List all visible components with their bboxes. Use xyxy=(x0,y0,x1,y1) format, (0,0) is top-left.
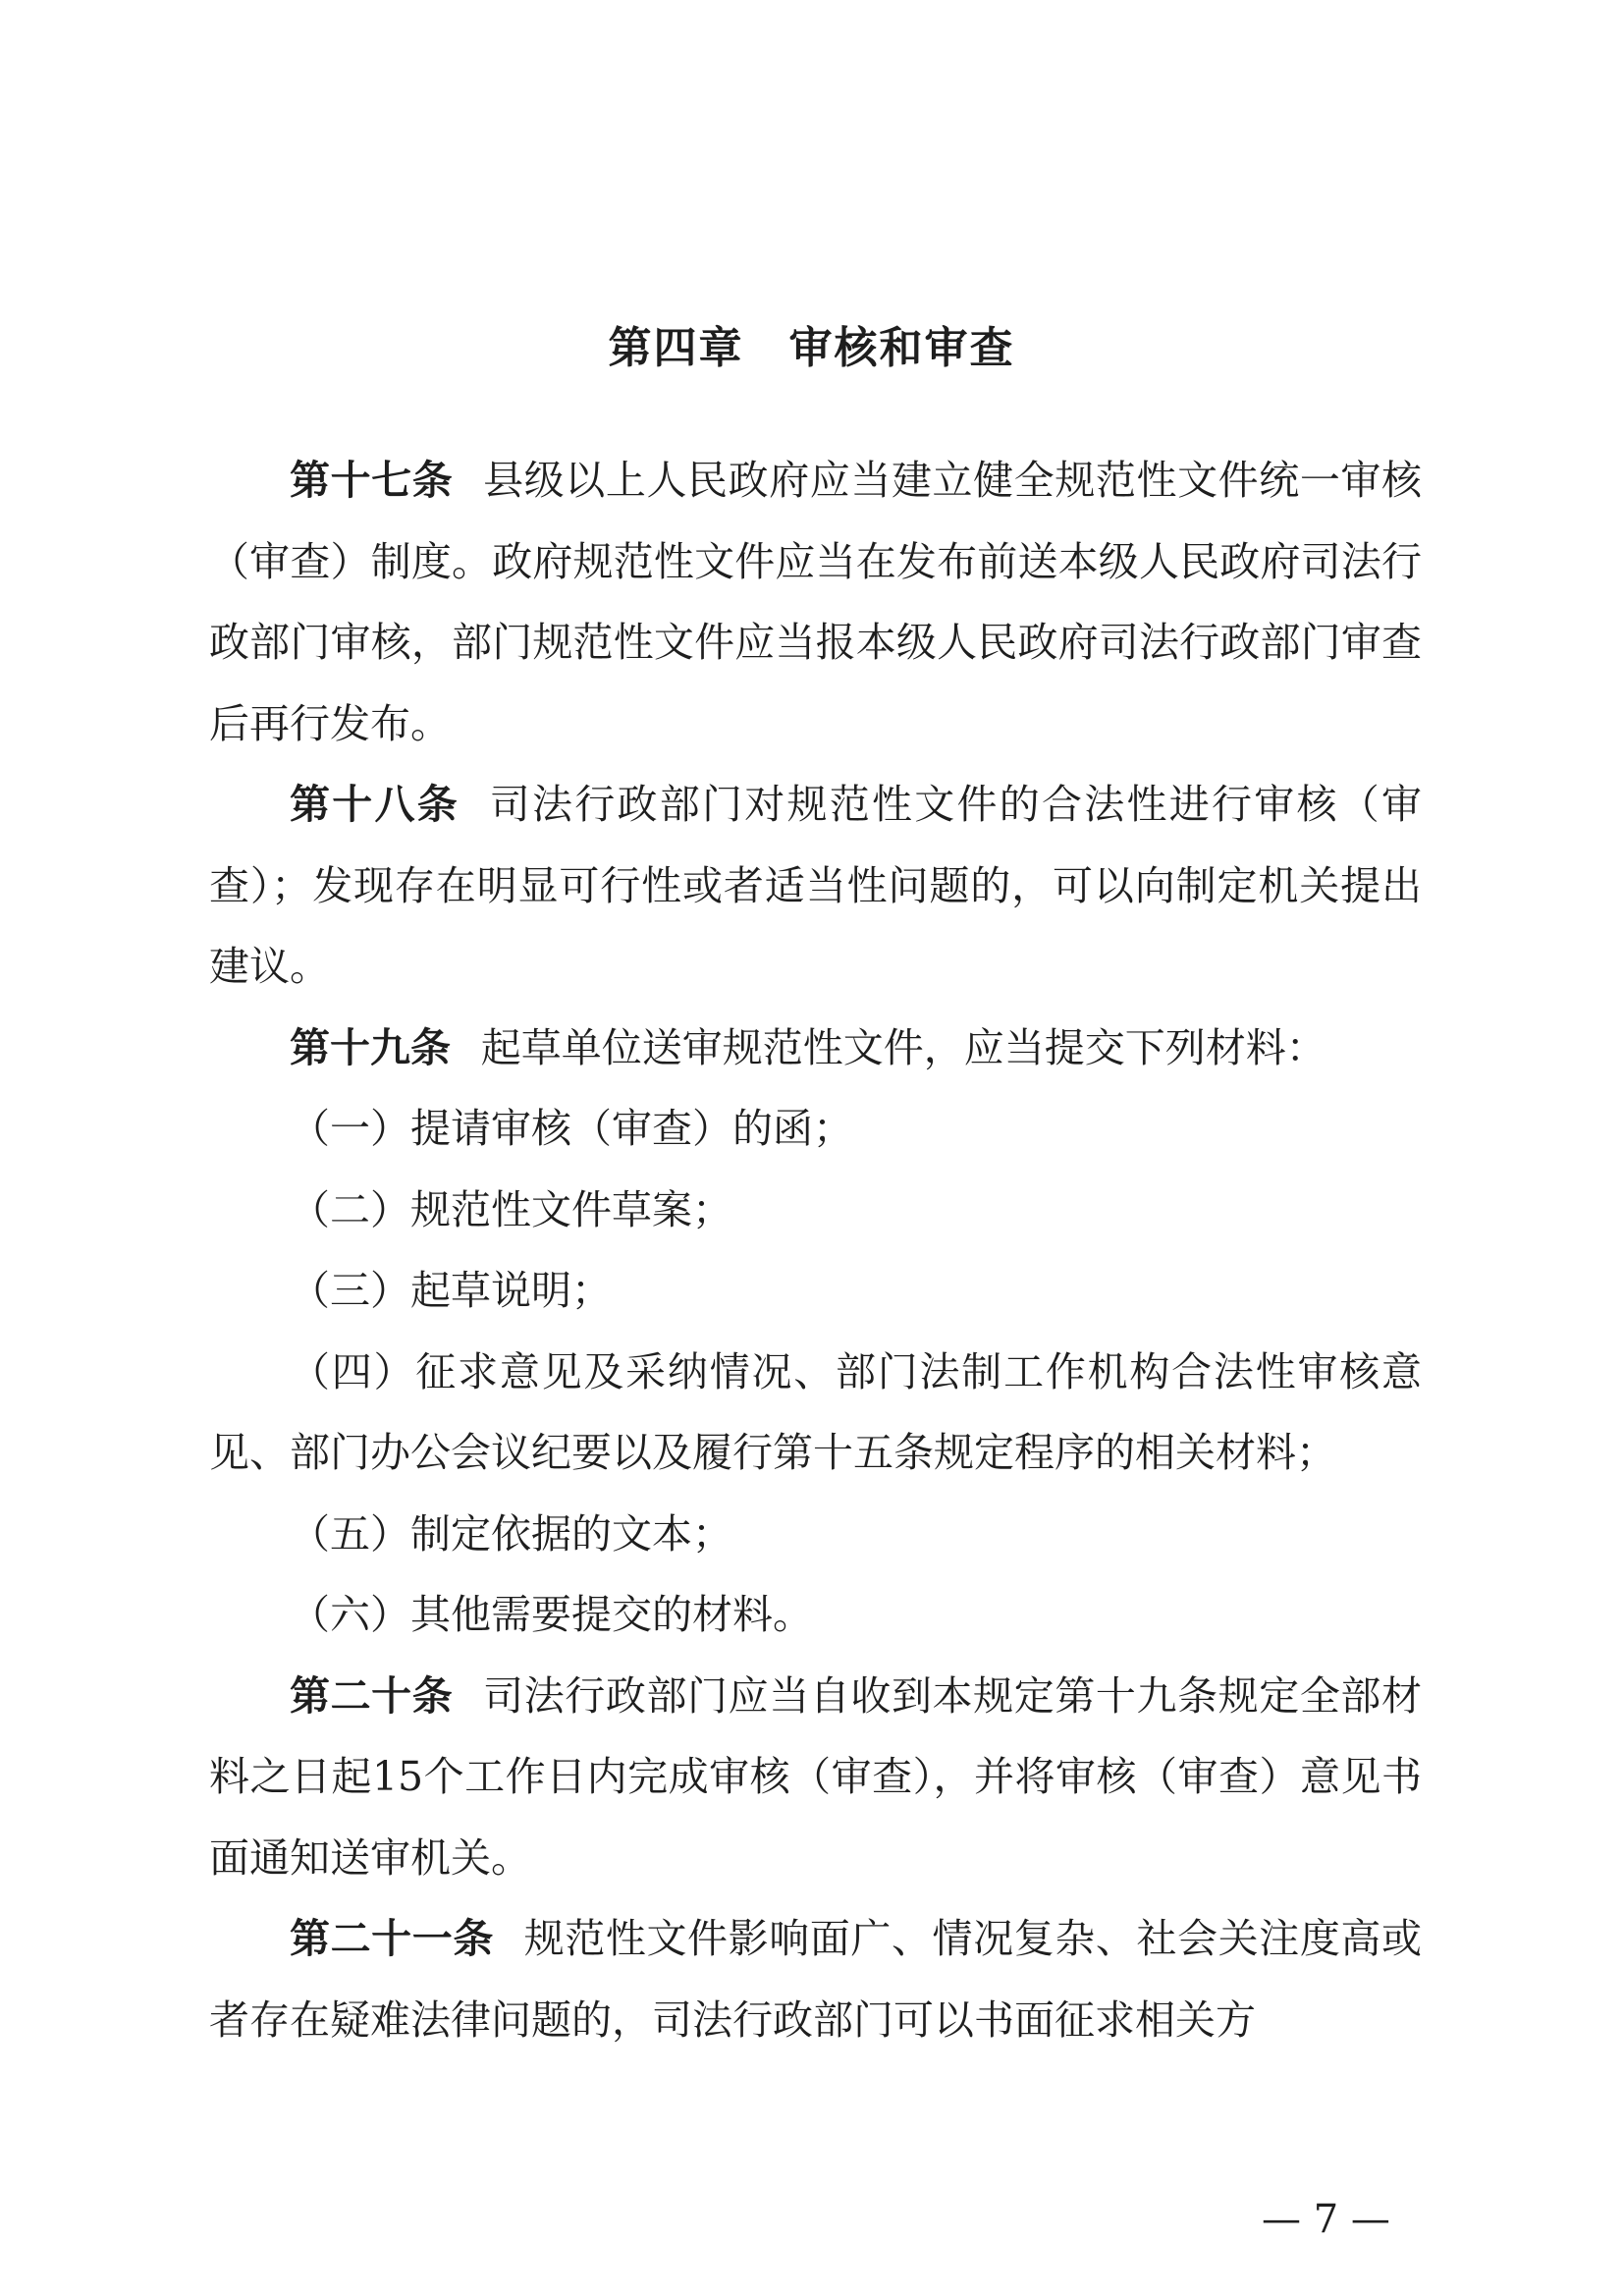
article-text: 司法行政部门应当自收到本规定第十九条规定全部材料之日起15个工作日内完成审核（审查），并将审核（审查）意见书面通知送审机关。 xyxy=(209,1671,1423,1882)
list-item-6: （六）其他需要提交的材料。 xyxy=(290,1591,813,1638)
article-text: 司法行政部门对规范性文件的合法性进行审核（审查）；发现存在明显可行性或者适当性问题的，可以向制定机关提出建议。 xyxy=(209,781,1422,990)
list-item-5: （五）制定依据的文本； xyxy=(290,1509,732,1558)
article-number: 第十九条 xyxy=(290,1023,451,1071)
document-body xyxy=(209,440,1422,2060)
chapter-title: 审核和审查 xyxy=(788,323,1015,373)
chapter-number: 第四章 xyxy=(608,323,744,373)
article-number: 第二十一条 xyxy=(290,1915,494,1962)
article-text: 规范性文件影响面广、情况复杂、社会关注度高或者存在疑难法律问题的，司法行政部门可以书面征求相关方 xyxy=(209,1915,1423,2044)
list-item-3: （三）起草说明； xyxy=(290,1267,612,1314)
article-text: 起草单位送审规范性文件，应当提交下列材料： xyxy=(480,1023,1326,1071)
article-18 xyxy=(209,764,1422,1008)
article-21 xyxy=(209,1898,1422,2060)
article-20 xyxy=(209,1656,1422,1899)
article-number: 第十七条 xyxy=(290,457,454,504)
chapter-heading xyxy=(0,319,1623,378)
article-text: 县级以上人民政府应当建立健全规范性文件统一审核（审查）制度。政府规范性文件应当在发布前送本级人民政府司法行政部门审核，部门规范性文件应当报本级人民政府司法行政部门审查后再行发布。 xyxy=(209,457,1423,747)
list-item-1: （一）提请审核（审查）的函； xyxy=(290,1105,853,1152)
article-number: 第二十条 xyxy=(290,1671,454,1720)
article-17 xyxy=(209,440,1422,764)
page-number: — 7 — xyxy=(1262,2197,1390,2242)
list-item-2: （二）规范性文件草案； xyxy=(290,1185,732,1233)
article-number: 第十八条 xyxy=(290,781,460,828)
list-item-4: （四）征求意见及采纳情况、部门法制工作机构合法性审核意见、部门办公会议纪要以及履行第十五条规定程序的相关材料； xyxy=(209,1347,1422,1476)
article-19 xyxy=(209,1008,1422,1089)
